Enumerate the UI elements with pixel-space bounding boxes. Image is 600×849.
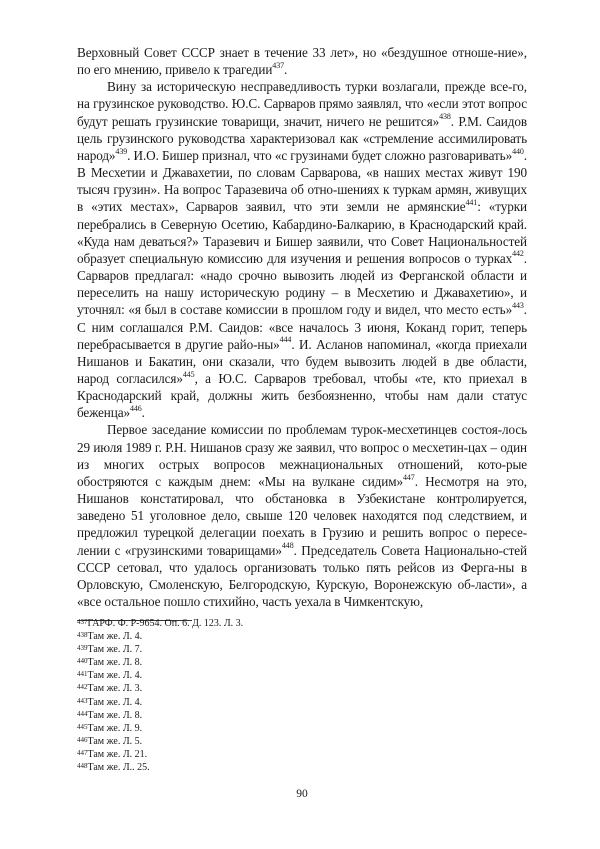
footnote-text: ГАРФ. Ф. Р-9654. Оп. 6. Д. 123. Л. 3. — [87, 618, 244, 629]
paragraph-text: : «турки перебрались в Северную Осетию, Кабардино-Балкарию, в Краснодарский край. «Куда нам деваться?» Таразевич и Бишер заявили, что Совет Национальностей образует специальную комиссию для изучения и решения вопросов о турках — [77, 199, 528, 266]
paragraph — [77, 78, 527, 421]
footnote-number: 441 — [77, 670, 88, 679]
footnote-reference[interactable]: 442 — [512, 249, 524, 259]
paragraph-text: . Сарваров предлагал: «надо срочно вывозить людей из Ферганской области и переселить на нашу историческую родину – в Месхетию и Джавахетию», и уточнял: «я был в составе комиссии в прошлом году и видел, что место есть» — [77, 250, 527, 318]
footnote-text: Там же. Л. 21. — [87, 748, 148, 760]
footnote-text: Там же. Л. 5. — [87, 735, 143, 747]
footnote-number: 445 — [77, 722, 88, 731]
footnote-item — [77, 709, 527, 722]
paragraph-text: . Р.М. Саидов цель грузинского руководства характеризовал как «стремление ассимилировать народ» — [77, 113, 527, 163]
footnote-item — [77, 617, 527, 630]
paragraph — [77, 44, 527, 78]
footnote-number: 443 — [77, 696, 88, 705]
page-number: 90 — [296, 788, 308, 800]
footnote-reference[interactable]: 448 — [281, 541, 294, 551]
footnote-number: 438 — [77, 631, 88, 640]
paragraph-text: Верховный Совет СССР знает в течение 33 лет», но «бездушное отноше-ние», по его мнению, привело к трагедии — [77, 45, 527, 78]
footnote-item — [77, 682, 527, 695]
footnote-item — [77, 722, 527, 735]
footnote-number: 439 — [77, 644, 88, 653]
footnote-number: 442 — [77, 683, 88, 692]
footnote-number: 440 — [77, 657, 88, 666]
footnote-text: Там же. Л. 4. — [87, 670, 143, 682]
footnote-text: Там же. Л. 8. — [87, 657, 143, 669]
footnote-number: 448 — [77, 762, 88, 771]
footnote-item — [77, 669, 527, 682]
paragraph — [77, 421, 527, 610]
document-page — [77, 44, 528, 800]
footnote-reference[interactable]: 437 — [272, 60, 284, 70]
footnote-reference[interactable]: 443 — [512, 300, 524, 310]
footnote-reference[interactable]: 439 — [115, 146, 128, 156]
footnote-text: Там же. Л. 9. — [87, 722, 143, 734]
paragraph-text: . — [284, 62, 288, 78]
paragraph-text: . В Месхетии и Джавахетии, по словам Сарварова, «в наших местах живут 190 тысяч грузин». На вопрос Тaразевича об отно-шениях к туркам армян, живущих в «этих местах», Сарваров заявил, что эти земли не армянские — [77, 147, 527, 215]
footnote-reference[interactable]: 441 — [465, 198, 478, 208]
footnote-reference[interactable]: 446 — [129, 403, 142, 413]
footnote-number: 446 — [77, 735, 88, 744]
footnote-reference[interactable]: 445 — [182, 369, 195, 379]
footnote-item — [77, 748, 527, 761]
footnote-text: Там же. Л. 4. — [87, 696, 143, 708]
footnote-number: 447 — [77, 748, 88, 757]
footnote-reference[interactable]: 440 — [512, 146, 524, 156]
footnote-item — [77, 630, 527, 643]
paragraph-text: . И. Асланов напоминал, «когда приехали Нишанов и Бакатин, они сказали, что будем вывозить людей в две области, народ согласился» — [77, 336, 527, 386]
footnote-text: Там же. Л. 4. — [87, 631, 143, 643]
footnote-text: Там же. Л. 8. — [87, 709, 143, 721]
footnote-number: 437 — [77, 618, 88, 626]
footnote-text: Там же. Л.. 25. — [87, 762, 150, 774]
body-text — [77, 44, 527, 610]
paragraph-text: Вину за историческую несправедливость турки возлагали, прежде все-го, на грузинское руководство. Ю.С. Сарваров прямо заявлял, что «если этот вопрос будут решать грузинские товарищи, значит, ничего не решится» — [77, 79, 527, 129]
footnote-item — [77, 735, 527, 748]
paragraph-text: . Председатель Совета Национально-стей СССР сетовал, что удалось организовать только пять рейсов из Ферга-ны в Орловскую, Смоленскую, Белгородскую, Курскую, Воронежскую об-ласти», а «все остальное пошло стихийно, часть уехала в Чимкентскую, — [77, 542, 527, 609]
paragraph-text: Первое заседание комиссии по проблемам турок-месхетинцев состоя-лось 29 июля 1989 г. Р.Н. Нишанов сразу же заявил, что вопрос о месхетин-цах – один из многих острых вопросов межнациональных отношений, кото-рые обостряются с каждым днем: «Мы на вулкане сидим» — [77, 422, 527, 489]
footnote-text: Там же. Л. 3. — [87, 683, 143, 695]
paragraph-text: . Несмотря на это, Нишанов констатировал, что обстановка в Узбекистане контролируется, заведено 51 уголовное дело, свыше 120 человек находятся под следствием, и предложил турецкой делегации поехать в Грузию и решить вопрос о пересе-лении с «грузинскими товарищами» — [77, 473, 527, 558]
footnote-reference[interactable]: 447 — [402, 472, 415, 482]
paragraph-text: . — [141, 405, 145, 421]
footnotes-list — [77, 617, 527, 774]
footnote-item — [77, 643, 527, 656]
footnote-item — [77, 761, 527, 774]
footnote-item — [77, 656, 527, 669]
paragraph-text: . И.О. Бишер признал, что «с грузинами будет сложно разговаривать» — [127, 147, 513, 163]
paragraph-text: . С ним соглашался Р.М. Саидов: «все началось 3 июня, Коканд горит, теперь перебрасывается в другие райо-ны» — [77, 302, 527, 352]
footnote-item — [77, 696, 527, 709]
footnote-number: 444 — [77, 709, 88, 718]
paragraph-text: , а Ю.С. Сарваров требовал, чтобы «те, кто приехал в Краснодарский край, должны жить безбоязненно, чтобы нам дали статус беженца» — [77, 370, 527, 421]
footnote-reference[interactable]: 444 — [279, 335, 292, 345]
footnote-text: Там же. Л. 7. — [87, 644, 143, 656]
footnote-reference[interactable]: 438 — [439, 112, 451, 122]
